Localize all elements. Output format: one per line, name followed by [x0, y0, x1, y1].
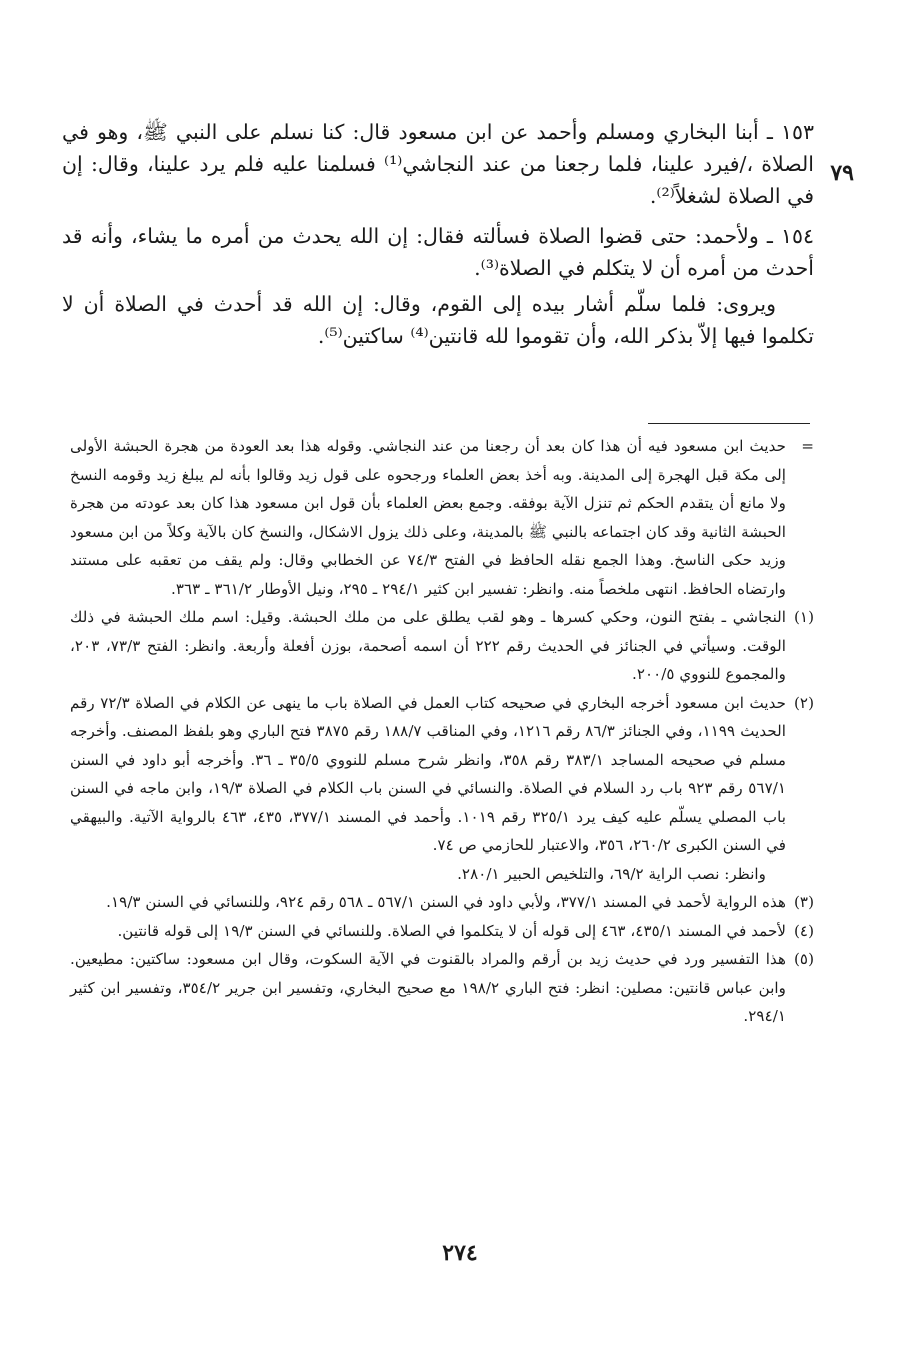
footnote-2: [70, 689, 814, 889]
footnote-marker: (١): [793, 608, 814, 626]
footnote-4: [70, 917, 814, 946]
footnote-continued: [70, 432, 814, 603]
footnote-5: [70, 945, 814, 1031]
footnote-extra: وانظر: نصب الراية ٦٩/٢، والتلخيص الحبير ٢٨٠/١.: [457, 864, 766, 883]
footnotes: [70, 432, 814, 1031]
footnote-marker: (٢): [793, 693, 814, 712]
footnote-text: هذه الرواية لأحمد في المسند ٣٧٧/١، ولأبي داود في السنن ٥٦٧/١ ـ ٥٦٨ رقم ٩٢٤، وللنسائي في السنن ١٩/٣.: [106, 893, 786, 911]
hadith-153: ١٥٣ ـ أبنا البخاري ومسلم وأحمد عن ابن مسعود قال: كنا نسلم على النبي ﷺ، وهو في الصلاة ،/فيرد علينا، فلما رجعنا من عند النجاشي⁽¹⁾ فسلمنا عليه فلم يرد علينا، وقال: إن في الصلاة لشغلاً⁽²⁾.: [62, 120, 814, 208]
margin-page-reference: ٧٩: [830, 160, 854, 186]
page-number: ٢٧٤: [442, 1240, 478, 1266]
footnote-text: حديث ابن مسعود فيه أن هذا كان بعد أن رجعنا من عند النجاشي. وقوله هذا بعد العودة من هجرة الحبشة الأولى إلى مكة قبل الهجرة إلى المدينة. وبه أخذ بعض العلماء ورجحوه على قول زيد وقالوا بأنه لم يبلغ زيد وقومه النسخ ولا مانع أن يتقدم الحكم ثم تنزل الآية بوفقه. وجمع بعض العلماء بأن قول ابن مسعود هذا كان بعد عودته من هجرة الحبشة الثانية وقد كان اجتماعه بالنبي ﷺ بالمدينة، وعلى ذلك يزول الاشكال، والنسخ كان بالآية وكلاً من ابن مسعود وزيد حكى الناسخ. وهذا الجمع نقله الحافظ في الفتح ٧٤/٣ عن الخطابي وقال: ولم يقف من تعقبه على مستند وارتضاه الحافظ. انتهى ملخصاً منه. وانظر: تفسير ابن كثير ٢٩٤/١ ـ ٢٩٥، ونيل الأوطار ٣٦١/٢ ـ ٣٦٣.: [70, 437, 786, 598]
main-text: [62, 116, 814, 352]
footnote-divider: [648, 423, 810, 424]
footnote-marker: =: [801, 437, 814, 455]
footnote-text: لأحمد في المسند ٤٣٥/١، ٤٦٣ إلى قوله أن لا يتكلموا في الصلاة. وللنسائي في السنن ١٩/٣ إلى قوله قانتين.: [117, 921, 786, 940]
footnote-3: [70, 888, 814, 917]
footnote-marker: (٥): [793, 950, 814, 968]
footnote-marker: (٤): [793, 921, 814, 940]
footnote-1: [70, 603, 814, 689]
footnote-text: حديث ابن مسعود أخرجه البخاري في صحيحه كتاب العمل في الصلاة باب ما ينهى عن الكلام في الصلاة ٧٢/٣ رقم الحديث ١١٩٩، وفي الجنائز ٨٦/٣ رقم ١٢١٦، وفي المناقب ١٨٨/٧ رقم ٣٨٧٥ فتح الباري وهو بلفظ المصنف. وأخرجه مسلم في صحيحه المساجد ٣٨٣/١ رقم ٣٥٨، وانظر شرح مسلم للنووي ٣٥/٥ ـ ٣٦. وأخرجه أبو داود في السنن ٥٦٧/١ رقم ٩٢٣ باب رد السلام في الصلاة. والنسائي في السنن باب الكلام في الصلاة ١٩/٣، وابن ماجه في السنن باب المصلي يسلّم عليه كيف يرد ٣٢٥/١ رقم ١٠١٩. وأحمد في المسند ٣٧٧/١، ٤٣٥، ٤٦٣ بالرواية الآتية. والبيهقي في السنن الكبرى ٢٦٠/٢، ٣٥٦، والاعتبار للحازمي ص ٧٤.: [70, 693, 787, 854]
hadith-154-variant: ويروى: فلما سلّم أشار بيده إلى القوم، وقال: إن الله قد أحدث في الصلاة أن لا تكلموا فيها إلاّ بذكر الله، وأن تقوموا لله قانتين⁽⁴⁾ ساكتين⁽⁵⁾.: [62, 292, 814, 348]
footnote-text: هذا التفسير ورد في حديث زيد بن أرقم والمراد بالقنوت في الآية السكوت، وقال ابن مسعود: ساكتين: مطيعين. وابن عباس قانتين: مصلين: انظر: فتح الباري ١٩٨/٢ مع صحيح البخاري، وتفسير ابن جرير ٣٥٤/٢، وتفسير ابن كثير ٢٩٤/١.: [70, 950, 786, 1025]
hadith-154: ١٥٤ ـ ولأحمد: حتى قضوا الصلاة فسألته فقال: إن الله يحدث من أمره ما يشاء، وأنه قد أحدث من أمره أن لا يتكلم في الصلاة⁽³⁾.: [62, 224, 814, 280]
footnote-text: النجاشي ـ بفتح النون، وحكي كسرها ـ وهو لقب يطلق على من ملك الحبشة. وقيل: اسم ملك الحبشة في ذلك الوقت. وسيأتي في الجنائز في الحديث رقم ٢٢٢ أن اسمه أصحمة، بوزن أفعلة وأربعة. وانظر: الفتح ٧٣/٣، ٢٠٣، والمجموع للنووي ٢٠٠/٥.: [70, 608, 786, 683]
footnote-marker: (٣): [793, 893, 814, 911]
